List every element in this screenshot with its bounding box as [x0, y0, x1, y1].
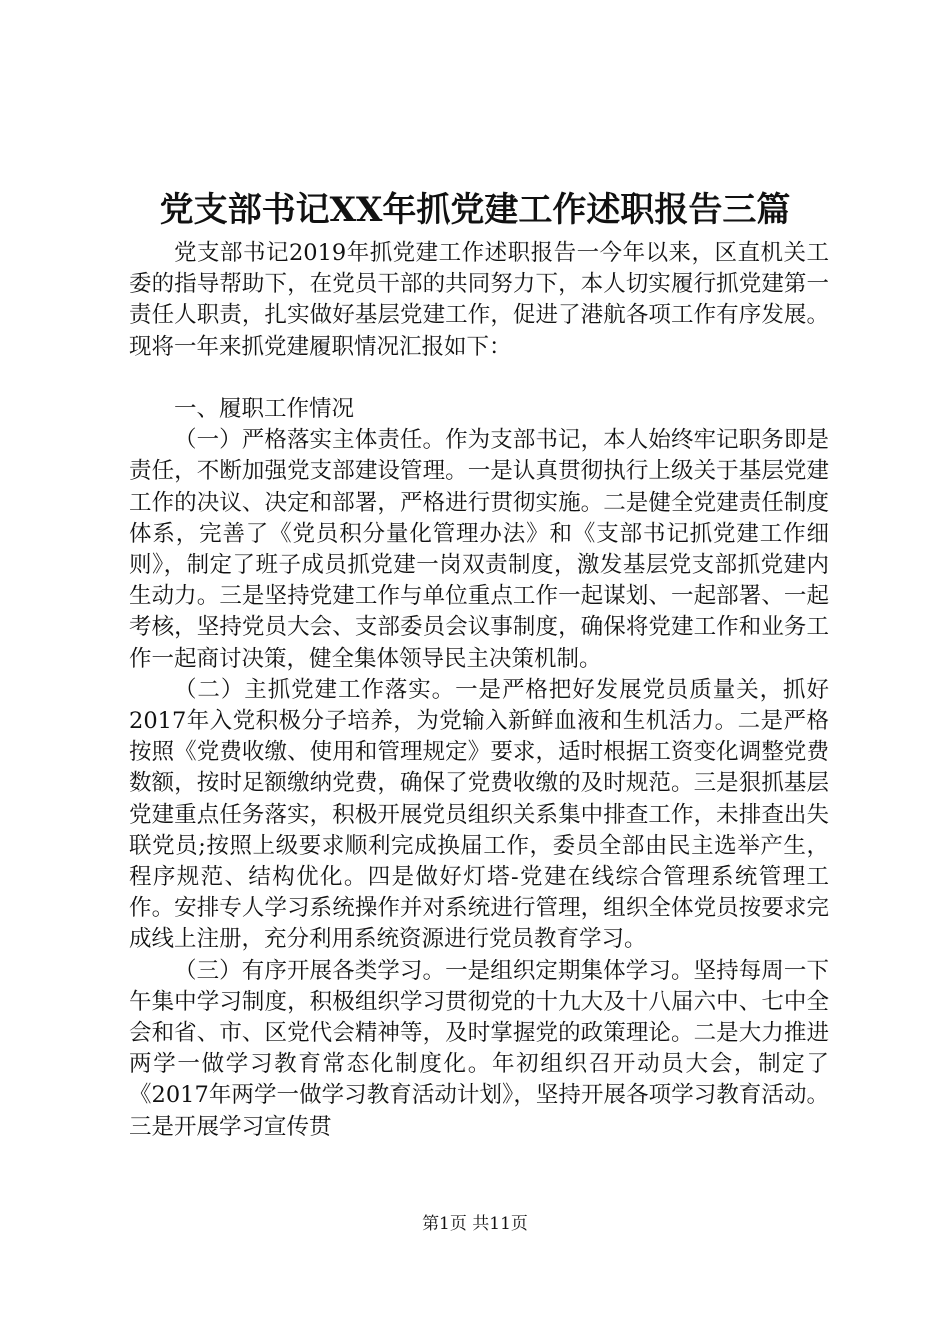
body-paragraph: （三）有序开展各类学习。一是组织定期集体学习。坚持每周一下午集中学习制度，积极组织学习贯彻党的十九大及十八届六中、七中全会和省、市、区党代会精神等，及时掌握党的政策理论。二是大力推进两学一做学习教育常态化制度化。年初组织召开动员大会，制定了《2017年两学一做学习教育活动计划》，坚持开展各项学习教育活动。三是开展学习宣传贯: [129, 957, 829, 1140]
body-paragraph: （一）严格落实主体责任。作为支部书记，本人始终牢记职务即是责任，不断加强党支部建设管理。一是认真贯彻执行上级关于基层党建工作的决议、决定和部署，严格进行贯彻实施。二是健全党建责任制度体系，完善了《党员积分量化管理办法》和《支部书记抓党建工作细则》，制定了班子成员抓党建一岗双责制度，激发基层党支部抓党建内生动力。三是坚持党建工作与单位重点工作一起谋划、一起部署、一起考核，坚持党员大会、支部委员会议事制度，确保将党建工作和业务工作一起商讨决策，健全集体领导民主决策机制。: [129, 427, 829, 672]
page-number-footer: 第1页 共11页: [422, 1214, 528, 1234]
document-body: [129, 238, 829, 1143]
section-heading: 一、履职工作情况: [174, 396, 355, 422]
intro-paragraph: 党支部书记2019年抓党建工作述职报告一今年以来，区直机关工委的指导帮助下，在党员干部的共同努力下，本人切实履行抓党建第一责任人职责，扎实做好基层党建工作，促进了港航各项工作有序发展。现将一年来抓党建履职情况汇报如下：: [129, 240, 829, 360]
document-title: 党支部书记XX年抓党建工作述职报告三篇: [159, 190, 791, 230]
body-paragraph: （二）主抓党建工作落实。一是严格把好发展党员质量关，抓好2017年入党积极分子培养，为党输入新鲜血液和生机活力。二是严格按照《党费收缴、使用和管理规定》要求，适时根据工资变化调整党费数额，按时足额缴纳党费，确保了党费收缴的及时规范。三是狠抓基层党建重点任务落实，积极开展党员组织关系集中排查工作，未排查出失联党员;按照上级要求顺利完成换届工作，委员全部由民主选举产生，程序规范、结构优化。四是做好灯塔-党建在线综合管理系统管理工作。安排专人学习系统操作并对系统进行管理，组织全体党员按要求完成线上注册，充分利用系统资源进行党员教育学习。: [129, 676, 829, 953]
